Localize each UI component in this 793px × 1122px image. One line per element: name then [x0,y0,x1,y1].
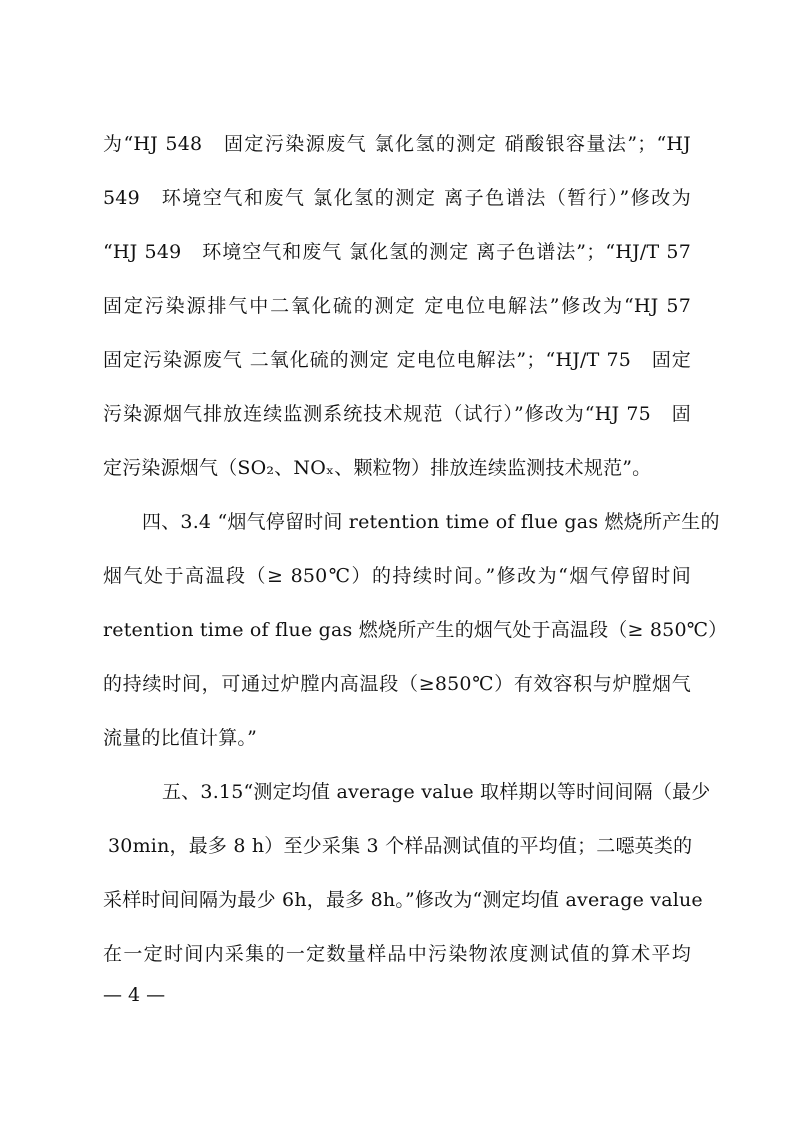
text-line: 定污染源烟气（SO₂、NOₓ、颗粒物）排放连续监测技术规范”。 [103,457,652,479]
text-line: 549 环境空气和废气 氯化氢的测定 离子色谱法（暂行）”修改为 [103,187,691,209]
text-line: 烟气处于高温段（≥ 850℃）的持续时间。”修改为“烟气停留时间 [103,565,691,587]
text-line: 固定污染源排气中二氧化硫的测定 定电位电解法”修改为“HJ 57 [103,295,691,317]
paragraph-start-line: 五、3.15“测定均值 average value 取样期以等时间间隔（最少 [162,781,711,803]
text-line: 的持续时间，可通过炉膛内高温段（≥850℃）有效容积与炉膛烟气 [103,673,691,695]
text-line: 30min，最多 8 h）至少采集 3 个样品测试值的平均值；二噁英类的 [108,835,693,857]
page-number: — 4 — [103,984,166,1006]
text-line: “HJ 549 环境空气和废气 氯化氢的测定 离子色谱法”；“HJ/T 57 [103,241,691,263]
text-line: 采样时间间隔为最少 6h，最多 8h。”修改为“测定均值 average value [103,889,703,911]
paragraph-start-line: 四、3.4 “烟气停留时间 retention time of flue gas 燃烧所产生的 [142,511,720,533]
text-line: 固定污染源废气 二氧化硫的测定 定电位电解法”；“HJ/T 75 固定 [103,349,691,371]
text-line: 在一定时间内采集的一定数量样品中污染物浓度测试值的算术平均 [103,943,691,965]
text-line: 流量的比值计算。” [103,727,258,749]
text-line: 污染源烟气排放连续监测系统技术规范（试行）”修改为“HJ 75 固 [103,403,691,425]
text-line: retention time of flue gas 燃烧所产生的烟气处于高温段（≥ 850℃） [103,619,728,641]
text-line: 为“HJ 548 固定污染源废气 氯化氢的测定 硝酸银容量法”；“HJ [103,133,691,155]
